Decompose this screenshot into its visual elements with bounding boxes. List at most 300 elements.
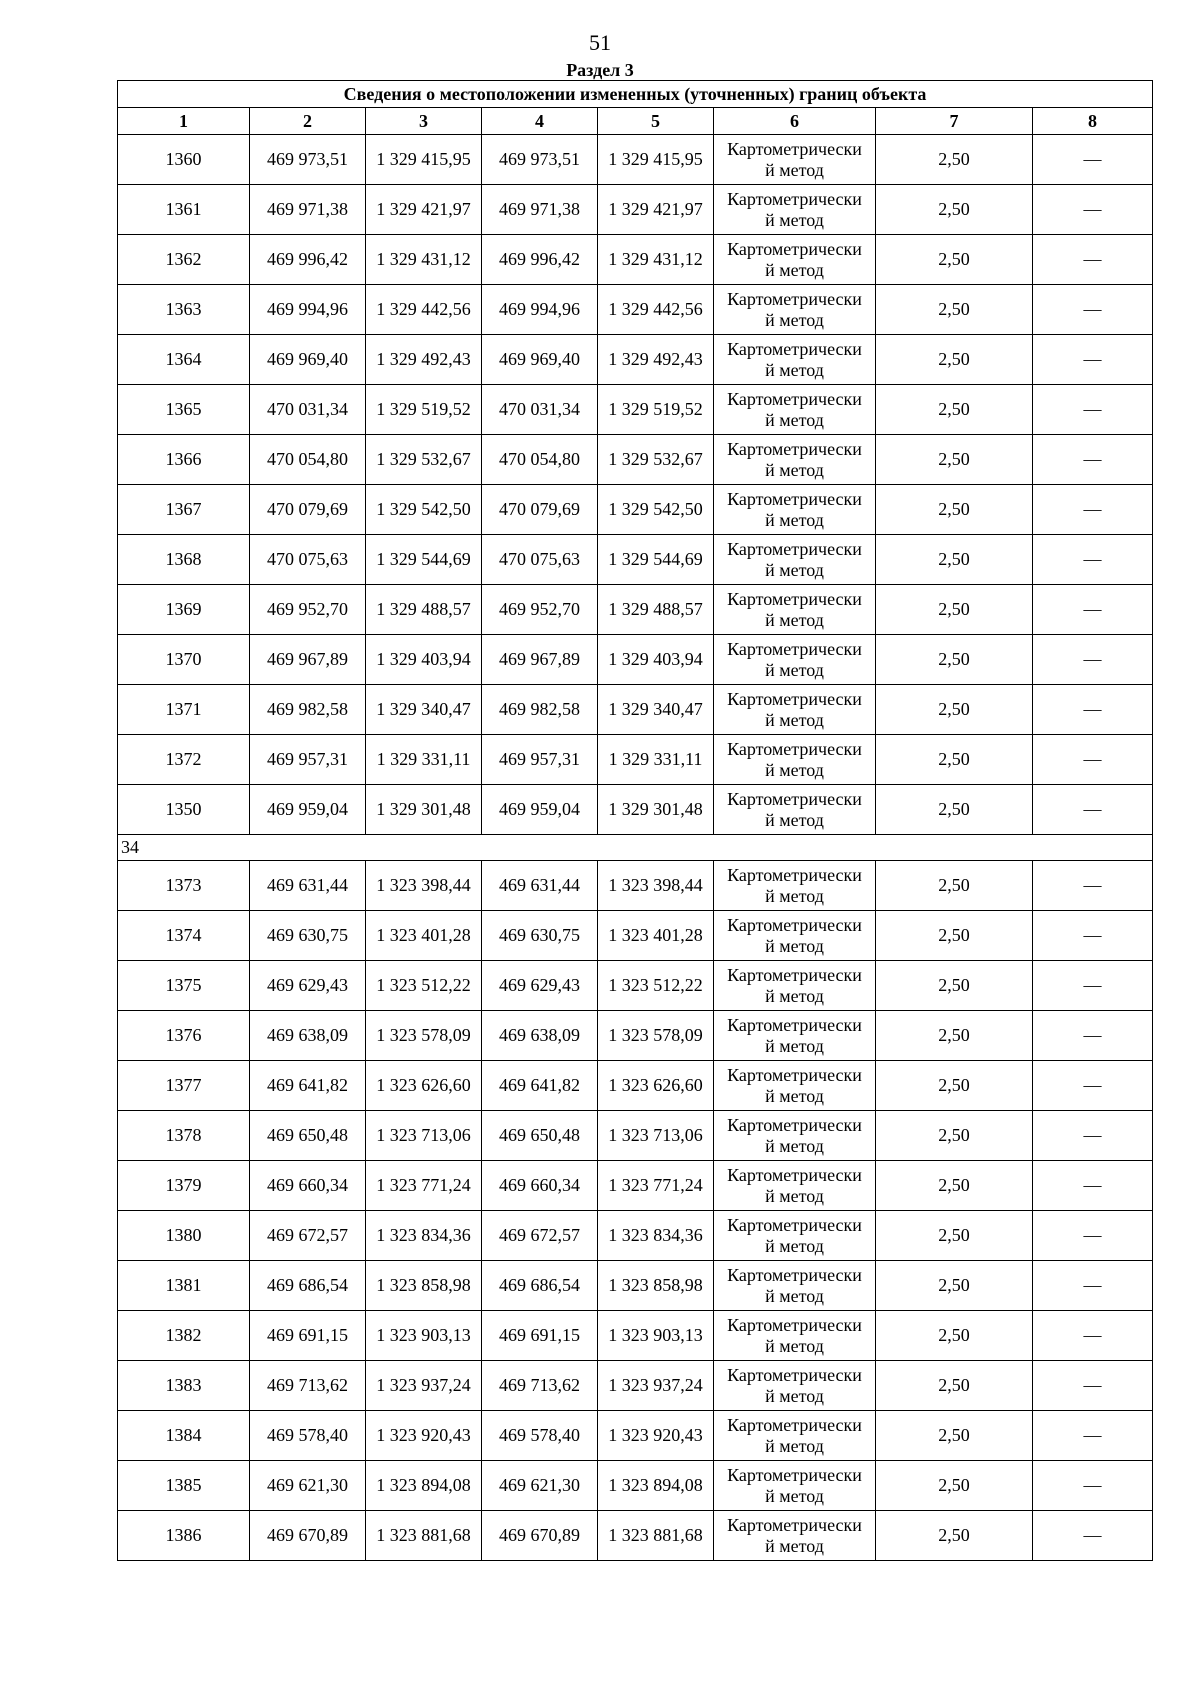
point-number-cell: 1360 — [118, 135, 250, 185]
x-coordinate-cell: 470 075,63 — [250, 535, 366, 585]
method-text-line1: Картометрически — [727, 1364, 862, 1385]
new-y-coordinate-cell: 1 329 492,43 — [598, 335, 714, 385]
point-number-cell: 1371 — [118, 685, 250, 735]
description-cell: — — [1033, 735, 1153, 785]
method-text-line1: Картометрически — [727, 438, 862, 459]
method-cell — [714, 1161, 876, 1211]
precision-cell: 2,50 — [876, 335, 1033, 385]
description-cell: — — [1033, 635, 1153, 685]
method-text-line1: Картометрически — [727, 1464, 862, 1485]
method-text-line2: й метод — [765, 1485, 824, 1506]
description-cell: — — [1033, 1211, 1153, 1261]
new-x-coordinate-cell: 469 629,43 — [482, 961, 598, 1011]
new-y-coordinate-cell: 1 329 415,95 — [598, 135, 714, 185]
table-row — [118, 861, 1153, 911]
point-number-cell: 1376 — [118, 1011, 250, 1061]
method-cell — [714, 285, 876, 335]
method-cell — [714, 1061, 876, 1111]
point-number-cell: 1374 — [118, 911, 250, 961]
precision-cell: 2,50 — [876, 911, 1033, 961]
method-cell — [714, 185, 876, 235]
new-x-coordinate-cell: 469 630,75 — [482, 911, 598, 961]
table-row — [118, 535, 1153, 585]
method-text-line1: Картометрически — [727, 138, 862, 159]
point-number-cell: 1379 — [118, 1161, 250, 1211]
precision-cell: 2,50 — [876, 535, 1033, 585]
new-y-coordinate-cell: 1 329 301,48 — [598, 785, 714, 835]
y-coordinate-cell: 1 323 858,98 — [366, 1261, 482, 1311]
new-y-coordinate-cell: 1 329 421,97 — [598, 185, 714, 235]
column-header: 8 — [1033, 108, 1153, 135]
method-text-line1: Картометрически — [727, 1414, 862, 1435]
new-y-coordinate-cell: 1 323 578,09 — [598, 1011, 714, 1061]
y-coordinate-cell: 1 329 415,95 — [366, 135, 482, 185]
column-header: 5 — [598, 108, 714, 135]
method-text-line2: й метод — [765, 1285, 824, 1306]
method-text-line2: й метод — [765, 1085, 824, 1106]
method-cell — [714, 685, 876, 735]
x-coordinate-cell: 469 971,38 — [250, 185, 366, 235]
new-x-coordinate-cell: 469 691,15 — [482, 1311, 598, 1361]
y-coordinate-cell: 1 329 488,57 — [366, 585, 482, 635]
new-x-coordinate-cell: 470 031,34 — [482, 385, 598, 435]
new-y-coordinate-cell: 1 323 626,60 — [598, 1061, 714, 1111]
new-y-coordinate-cell: 1 329 532,67 — [598, 435, 714, 485]
precision-cell: 2,50 — [876, 135, 1033, 185]
new-x-coordinate-cell: 469 641,82 — [482, 1061, 598, 1111]
description-cell: — — [1033, 135, 1153, 185]
precision-cell: 2,50 — [876, 961, 1033, 1011]
x-coordinate-cell: 469 631,44 — [250, 861, 366, 911]
y-coordinate-cell: 1 323 771,24 — [366, 1161, 482, 1211]
table-row — [118, 635, 1153, 685]
y-coordinate-cell: 1 329 532,67 — [366, 435, 482, 485]
precision-cell: 2,50 — [876, 635, 1033, 685]
method-text-line2: й метод — [765, 1035, 824, 1056]
y-coordinate-cell: 1 323 903,13 — [366, 1311, 482, 1361]
table-row — [118, 585, 1153, 635]
method-text-line1: Картометрически — [727, 864, 862, 885]
new-y-coordinate-cell: 1 323 512,22 — [598, 961, 714, 1011]
point-number-cell: 1365 — [118, 385, 250, 435]
method-text-line2: й метод — [765, 1335, 824, 1356]
method-text-line2: й метод — [765, 935, 824, 956]
precision-cell: 2,50 — [876, 1361, 1033, 1411]
description-cell: — — [1033, 1361, 1153, 1411]
x-coordinate-cell: 469 672,57 — [250, 1211, 366, 1261]
description-cell: — — [1033, 961, 1153, 1011]
method-text-line2: й метод — [765, 359, 824, 380]
point-number-cell: 1378 — [118, 1111, 250, 1161]
new-y-coordinate-cell: 1 329 431,12 — [598, 235, 714, 285]
point-number-cell: 1375 — [118, 961, 250, 1011]
table-row — [118, 785, 1153, 835]
point-number-cell: 1369 — [118, 585, 250, 635]
table-row — [118, 1061, 1153, 1111]
point-number-cell: 1384 — [118, 1411, 250, 1461]
method-text-line2: й метод — [765, 609, 824, 630]
y-coordinate-cell: 1 329 331,11 — [366, 735, 482, 785]
table-row — [118, 235, 1153, 285]
description-cell: — — [1033, 1311, 1153, 1361]
method-cell — [714, 961, 876, 1011]
table-row — [118, 135, 1153, 185]
new-x-coordinate-cell: 469 638,09 — [482, 1011, 598, 1061]
description-cell: — — [1033, 535, 1153, 585]
new-y-coordinate-cell: 1 329 403,94 — [598, 635, 714, 685]
method-text-line1: Картометрически — [727, 238, 862, 259]
method-cell — [714, 1261, 876, 1311]
method-text-line1: Картометрически — [727, 538, 862, 559]
method-text-line2: й метод — [765, 759, 824, 780]
x-coordinate-cell: 469 969,40 — [250, 335, 366, 385]
y-coordinate-cell: 1 323 512,22 — [366, 961, 482, 1011]
new-x-coordinate-cell: 469 971,38 — [482, 185, 598, 235]
description-cell: — — [1033, 685, 1153, 735]
x-coordinate-cell: 469 952,70 — [250, 585, 366, 635]
column-header: 6 — [714, 108, 876, 135]
new-x-coordinate-cell: 469 686,54 — [482, 1261, 598, 1311]
table-row — [118, 685, 1153, 735]
method-text-line2: й метод — [765, 1135, 824, 1156]
new-x-coordinate-cell: 469 621,30 — [482, 1461, 598, 1511]
x-coordinate-cell: 469 650,48 — [250, 1111, 366, 1161]
method-cell — [714, 1311, 876, 1361]
section-title: Раздел 3 — [566, 60, 634, 80]
new-y-coordinate-cell: 1 323 713,06 — [598, 1111, 714, 1161]
method-cell — [714, 911, 876, 961]
description-cell: — — [1033, 1261, 1153, 1311]
method-text-line1: Картометрически — [727, 1114, 862, 1135]
point-number-cell: 1364 — [118, 335, 250, 385]
boundary-coordinates-table — [117, 80, 1153, 1561]
new-y-coordinate-cell: 1 323 834,36 — [598, 1211, 714, 1261]
x-coordinate-cell: 469 630,75 — [250, 911, 366, 961]
x-coordinate-cell: 469 641,82 — [250, 1061, 366, 1111]
precision-cell: 2,50 — [876, 235, 1033, 285]
y-coordinate-cell: 1 323 881,68 — [366, 1511, 482, 1561]
table-row — [118, 185, 1153, 235]
method-cell — [714, 235, 876, 285]
method-text-line1: Картометрически — [727, 388, 862, 409]
table-row — [118, 1461, 1153, 1511]
new-y-coordinate-cell: 1 323 881,68 — [598, 1511, 714, 1561]
method-cell — [714, 735, 876, 785]
point-number-cell: 1381 — [118, 1261, 250, 1311]
x-coordinate-cell: 469 994,96 — [250, 285, 366, 335]
precision-cell: 2,50 — [876, 385, 1033, 435]
x-coordinate-cell: 469 713,62 — [250, 1361, 366, 1411]
x-coordinate-cell: 469 686,54 — [250, 1261, 366, 1311]
method-text-line2: й метод — [765, 209, 824, 230]
method-text-line1: Картометрически — [727, 1164, 862, 1185]
precision-cell: 2,50 — [876, 1461, 1033, 1511]
precision-cell: 2,50 — [876, 785, 1033, 835]
method-text-line1: Картометрически — [727, 964, 862, 985]
precision-cell: 2,50 — [876, 1311, 1033, 1361]
point-number-cell: 1366 — [118, 435, 250, 485]
method-text-line2: й метод — [765, 459, 824, 480]
description-cell: — — [1033, 435, 1153, 485]
method-cell — [714, 135, 876, 185]
method-cell — [714, 1211, 876, 1261]
description-cell: — — [1033, 1011, 1153, 1061]
method-text-line1: Картометрически — [727, 914, 862, 935]
point-number-cell: 1377 — [118, 1061, 250, 1111]
table-body — [118, 135, 1153, 1561]
y-coordinate-cell: 1 323 401,28 — [366, 911, 482, 961]
method-text-line2: й метод — [765, 559, 824, 580]
table-row — [118, 285, 1153, 335]
precision-cell: 2,50 — [876, 861, 1033, 911]
table-row — [118, 385, 1153, 435]
method-text-line2: й метод — [765, 659, 824, 680]
description-cell: — — [1033, 585, 1153, 635]
method-text-line1: Картометрически — [727, 588, 862, 609]
precision-cell: 2,50 — [876, 585, 1033, 635]
point-number-cell: 1385 — [118, 1461, 250, 1511]
x-coordinate-cell: 469 982,58 — [250, 685, 366, 735]
x-coordinate-cell: 470 054,80 — [250, 435, 366, 485]
new-y-coordinate-cell: 1 323 937,24 — [598, 1361, 714, 1411]
method-cell — [714, 1111, 876, 1161]
method-text-line2: й метод — [765, 159, 824, 180]
x-coordinate-cell: 469 638,09 — [250, 1011, 366, 1061]
method-text-line1: Картометрически — [727, 1214, 862, 1235]
precision-cell: 2,50 — [876, 485, 1033, 535]
table-row — [118, 735, 1153, 785]
point-number-cell: 1363 — [118, 285, 250, 335]
description-cell: — — [1033, 1061, 1153, 1111]
new-y-coordinate-cell: 1 329 544,69 — [598, 535, 714, 585]
precision-cell: 2,50 — [876, 435, 1033, 485]
table-row — [118, 485, 1153, 535]
new-x-coordinate-cell: 469 578,40 — [482, 1411, 598, 1461]
precision-cell: 2,50 — [876, 1011, 1033, 1061]
column-header: 1 — [118, 108, 250, 135]
method-text-line2: й метод — [765, 1235, 824, 1256]
point-number-cell: 1361 — [118, 185, 250, 235]
method-text-line2: й метод — [765, 809, 824, 830]
new-y-coordinate-cell: 1 329 442,56 — [598, 285, 714, 335]
x-coordinate-cell: 469 578,40 — [250, 1411, 366, 1461]
new-x-coordinate-cell: 469 713,62 — [482, 1361, 598, 1411]
x-coordinate-cell: 469 660,34 — [250, 1161, 366, 1211]
new-x-coordinate-cell: 469 996,42 — [482, 235, 598, 285]
point-number-cell: 1368 — [118, 535, 250, 585]
precision-cell: 2,50 — [876, 735, 1033, 785]
method-text-line2: й метод — [765, 1185, 824, 1206]
method-text-line2: й метод — [765, 1435, 824, 1456]
method-cell — [714, 635, 876, 685]
new-x-coordinate-cell: 469 994,96 — [482, 285, 598, 335]
method-text-line1: Картометрически — [727, 1514, 862, 1535]
table-row — [118, 911, 1153, 961]
table-row — [118, 1311, 1153, 1361]
new-y-coordinate-cell: 1 323 771,24 — [598, 1161, 714, 1211]
x-coordinate-cell: 469 959,04 — [250, 785, 366, 835]
new-x-coordinate-cell: 469 650,48 — [482, 1111, 598, 1161]
method-text-line1: Картометрически — [727, 638, 862, 659]
precision-cell: 2,50 — [876, 1211, 1033, 1261]
precision-cell: 2,50 — [876, 285, 1033, 335]
point-number-cell: 1386 — [118, 1511, 250, 1561]
precision-cell: 2,50 — [876, 1411, 1033, 1461]
method-text-line1: Картометрически — [727, 1064, 862, 1085]
description-cell: — — [1033, 1161, 1153, 1211]
new-x-coordinate-cell: 469 973,51 — [482, 135, 598, 185]
table-row — [118, 1411, 1153, 1461]
precision-cell: 2,50 — [876, 1111, 1033, 1161]
y-coordinate-cell: 1 323 578,09 — [366, 1011, 482, 1061]
new-y-coordinate-cell: 1 323 920,43 — [598, 1411, 714, 1461]
precision-cell: 2,50 — [876, 1261, 1033, 1311]
table-row — [118, 1011, 1153, 1061]
y-coordinate-cell: 1 329 544,69 — [366, 535, 482, 585]
x-coordinate-cell: 469 629,43 — [250, 961, 366, 1011]
new-x-coordinate-cell: 469 967,89 — [482, 635, 598, 685]
description-cell: — — [1033, 185, 1153, 235]
method-cell — [714, 1461, 876, 1511]
table-row — [118, 1211, 1153, 1261]
description-cell: — — [1033, 485, 1153, 535]
method-cell — [714, 1361, 876, 1411]
method-cell — [714, 385, 876, 435]
point-number-cell: 1367 — [118, 485, 250, 535]
x-coordinate-cell: 469 957,31 — [250, 735, 366, 785]
y-coordinate-cell: 1 329 421,97 — [366, 185, 482, 235]
y-coordinate-cell: 1 323 920,43 — [366, 1411, 482, 1461]
column-header: 3 — [366, 108, 482, 135]
y-coordinate-cell: 1 329 301,48 — [366, 785, 482, 835]
new-y-coordinate-cell: 1 329 542,50 — [598, 485, 714, 535]
method-cell — [714, 1411, 876, 1461]
method-cell — [714, 861, 876, 911]
table-row — [118, 1111, 1153, 1161]
new-x-coordinate-cell: 469 957,31 — [482, 735, 598, 785]
method-cell — [714, 1511, 876, 1561]
precision-cell: 2,50 — [876, 185, 1033, 235]
method-text-line1: Картометрически — [727, 188, 862, 209]
method-cell — [714, 785, 876, 835]
y-coordinate-cell: 1 323 626,60 — [366, 1061, 482, 1111]
y-coordinate-cell: 1 329 519,52 — [366, 385, 482, 435]
method-text-line1: Картометрически — [727, 488, 862, 509]
new-y-coordinate-cell: 1 323 903,13 — [598, 1311, 714, 1361]
description-cell: — — [1033, 335, 1153, 385]
method-cell — [714, 535, 876, 585]
x-coordinate-cell: 469 996,42 — [250, 235, 366, 285]
precision-cell: 2,50 — [876, 685, 1033, 735]
column-header: 7 — [876, 108, 1033, 135]
table-row — [118, 435, 1153, 485]
x-coordinate-cell: 470 031,34 — [250, 385, 366, 435]
column-header-row — [118, 108, 1153, 135]
method-text-line2: й метод — [765, 885, 824, 906]
point-number-cell: 1370 — [118, 635, 250, 685]
y-coordinate-cell: 1 323 834,36 — [366, 1211, 482, 1261]
point-number-cell: 1373 — [118, 861, 250, 911]
new-x-coordinate-cell: 469 660,34 — [482, 1161, 598, 1211]
y-coordinate-cell: 1 329 442,56 — [366, 285, 482, 335]
method-text-line1: Картометрически — [727, 738, 862, 759]
method-text-line1: Картометрически — [727, 338, 862, 359]
column-header: 2 — [250, 108, 366, 135]
y-coordinate-cell: 1 329 431,12 — [366, 235, 482, 285]
new-y-coordinate-cell: 1 329 331,11 — [598, 735, 714, 785]
method-cell — [714, 435, 876, 485]
table-row — [118, 1161, 1153, 1211]
x-coordinate-cell: 469 973,51 — [250, 135, 366, 185]
method-text-line1: Картометрически — [727, 1014, 862, 1035]
precision-cell: 2,50 — [876, 1511, 1033, 1561]
description-cell: — — [1033, 861, 1153, 911]
x-coordinate-cell: 469 670,89 — [250, 1511, 366, 1561]
y-coordinate-cell: 1 329 403,94 — [366, 635, 482, 685]
description-cell: — — [1033, 1111, 1153, 1161]
method-text-line2: й метод — [765, 259, 824, 280]
y-coordinate-cell: 1 323 937,24 — [366, 1361, 482, 1411]
description-cell: — — [1033, 1511, 1153, 1561]
method-cell — [714, 585, 876, 635]
table-row — [118, 1361, 1153, 1411]
y-coordinate-cell: 1 329 340,47 — [366, 685, 482, 735]
new-y-coordinate-cell: 1 329 519,52 — [598, 385, 714, 435]
column-header: 4 — [482, 108, 598, 135]
new-x-coordinate-cell: 469 982,58 — [482, 685, 598, 735]
method-text-line2: й метод — [765, 1385, 824, 1406]
x-coordinate-cell: 469 967,89 — [250, 635, 366, 685]
y-coordinate-cell: 1 323 398,44 — [366, 861, 482, 911]
x-coordinate-cell: 469 621,30 — [250, 1461, 366, 1511]
point-number-cell: 1380 — [118, 1211, 250, 1261]
method-text-line2: й метод — [765, 509, 824, 530]
precision-cell: 2,50 — [876, 1061, 1033, 1111]
method-text-line1: Картометрически — [727, 688, 862, 709]
new-x-coordinate-cell: 469 672,57 — [482, 1211, 598, 1261]
new-y-coordinate-cell: 1 323 398,44 — [598, 861, 714, 911]
new-x-coordinate-cell: 469 670,89 — [482, 1511, 598, 1561]
table-row — [118, 335, 1153, 385]
point-number-cell: 1382 — [118, 1311, 250, 1361]
x-coordinate-cell: 470 079,69 — [250, 485, 366, 535]
y-coordinate-cell: 1 329 542,50 — [366, 485, 482, 535]
y-coordinate-cell: 1 323 713,06 — [366, 1111, 482, 1161]
description-cell: — — [1033, 235, 1153, 285]
method-text-line1: Картометрически — [727, 1314, 862, 1335]
method-cell — [714, 335, 876, 385]
new-y-coordinate-cell: 1 323 858,98 — [598, 1261, 714, 1311]
method-text-line2: й метод — [765, 309, 824, 330]
new-y-coordinate-cell: 1 323 894,08 — [598, 1461, 714, 1511]
table-row — [118, 961, 1153, 1011]
new-x-coordinate-cell: 469 959,04 — [482, 785, 598, 835]
group-label-row — [118, 835, 1153, 861]
point-number-cell: 1372 — [118, 735, 250, 785]
point-number-cell: 1383 — [118, 1361, 250, 1411]
point-number-cell: 1362 — [118, 235, 250, 285]
method-cell — [714, 1011, 876, 1061]
y-coordinate-cell: 1 323 894,08 — [366, 1461, 482, 1511]
new-y-coordinate-cell: 1 329 488,57 — [598, 585, 714, 635]
method-text-line2: й метод — [765, 1535, 824, 1556]
method-text-line1: Картометрически — [727, 1264, 862, 1285]
y-coordinate-cell: 1 329 492,43 — [366, 335, 482, 385]
new-x-coordinate-cell: 469 969,40 — [482, 335, 598, 385]
description-cell: — — [1033, 1411, 1153, 1461]
table-row — [118, 1261, 1153, 1311]
description-cell: — — [1033, 1461, 1153, 1511]
